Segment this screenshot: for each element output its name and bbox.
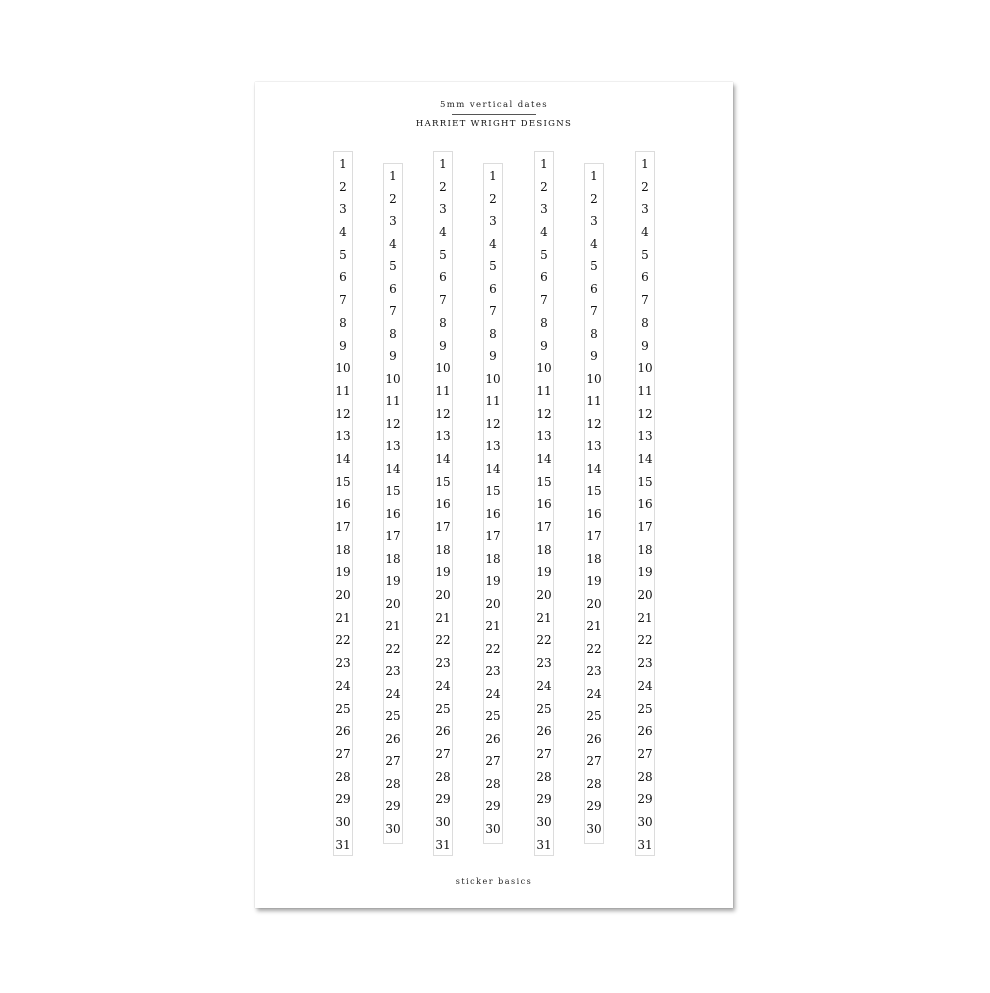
date-number: 30 xyxy=(586,821,602,836)
date-number: 1 xyxy=(540,157,548,171)
date-number: 24 xyxy=(637,678,653,693)
date-number: 19 xyxy=(385,574,401,588)
date-strip xyxy=(483,163,503,844)
brand-name: HARRIET WRIGHT DESIGNS xyxy=(415,119,573,129)
date-number: 5 xyxy=(489,259,497,273)
date-number: 28 xyxy=(637,769,653,784)
title-divider xyxy=(452,114,536,115)
date-number: 15 xyxy=(536,474,552,489)
date-number: 25 xyxy=(435,701,451,716)
date-number: 6 xyxy=(540,270,548,285)
date-number: 6 xyxy=(389,281,397,296)
date-number: 5 xyxy=(641,247,649,262)
date-number: 15 xyxy=(435,474,451,489)
date-number: 13 xyxy=(536,429,552,444)
date-number: 20 xyxy=(385,596,401,611)
date-number: 20 xyxy=(586,596,602,611)
date-number: 6 xyxy=(439,270,447,285)
date-number: 11 xyxy=(435,383,451,398)
date-number: 14 xyxy=(335,451,351,466)
date-number: 22 xyxy=(385,641,401,656)
date-number: 1 xyxy=(439,157,447,171)
date-number: 15 xyxy=(586,484,602,498)
date-number: 23 xyxy=(637,656,653,671)
date-number: 24 xyxy=(435,678,451,693)
date-number: 16 xyxy=(335,497,351,512)
date-number: 29 xyxy=(385,799,401,813)
date-number: 29 xyxy=(435,792,451,807)
date-number: 12 xyxy=(385,416,401,431)
date-number: 16 xyxy=(485,506,501,521)
date-number: 18 xyxy=(385,551,401,566)
date-number: 11 xyxy=(637,383,653,398)
date-number: 18 xyxy=(536,542,552,557)
date-strip xyxy=(534,151,554,856)
date-number: 26 xyxy=(637,724,653,739)
date-number: 2 xyxy=(641,179,649,194)
date-number: 28 xyxy=(485,776,501,791)
date-number: 7 xyxy=(389,304,397,318)
date-number: 6 xyxy=(339,270,347,285)
date-number: 1 xyxy=(590,169,598,183)
date-number: 15 xyxy=(485,484,501,498)
date-number: 13 xyxy=(637,429,653,444)
date-number: 4 xyxy=(641,225,649,240)
date-number: 14 xyxy=(385,461,401,476)
date-number: 17 xyxy=(586,529,602,543)
date-number: 17 xyxy=(637,520,653,534)
date-strip xyxy=(635,151,655,856)
date-number: 2 xyxy=(439,179,447,194)
date-number: 26 xyxy=(536,724,552,739)
date-number: 26 xyxy=(335,724,351,739)
date-number: 8 xyxy=(389,326,397,341)
date-number: 16 xyxy=(385,506,401,521)
date-number: 24 xyxy=(536,678,552,693)
date-number: 29 xyxy=(536,792,552,807)
date-number: 10 xyxy=(536,361,552,376)
date-number: 25 xyxy=(536,701,552,716)
date-number: 18 xyxy=(485,551,501,566)
date-number: 6 xyxy=(590,281,598,296)
date-number: 29 xyxy=(485,799,501,813)
date-number: 2 xyxy=(389,191,397,206)
date-number: 28 xyxy=(385,776,401,791)
date-number: 13 xyxy=(385,439,401,453)
date-number: 23 xyxy=(435,656,451,671)
date-number: 3 xyxy=(389,214,397,228)
date-number: 14 xyxy=(586,461,602,476)
date-number: 23 xyxy=(335,656,351,671)
date-number: 25 xyxy=(586,709,602,723)
date-number: 21 xyxy=(536,610,552,625)
date-number: 28 xyxy=(335,769,351,784)
date-number: 11 xyxy=(536,383,552,398)
date-number: 15 xyxy=(335,474,351,489)
date-number: 27 xyxy=(536,746,552,761)
date-number: 9 xyxy=(590,349,598,363)
sheet-subtitle: 5mm vertical dates xyxy=(439,100,549,110)
date-strip xyxy=(433,151,453,856)
date-number: 9 xyxy=(489,349,497,363)
date-number: 22 xyxy=(485,641,501,656)
date-number: 26 xyxy=(435,724,451,739)
date-number: 21 xyxy=(586,619,602,633)
date-number: 19 xyxy=(637,565,653,580)
date-number: 9 xyxy=(389,349,397,363)
date-number: 10 xyxy=(637,361,653,376)
date-number: 22 xyxy=(637,633,653,648)
date-number: 20 xyxy=(435,588,451,603)
date-number: 28 xyxy=(586,776,602,791)
date-number: 30 xyxy=(435,814,451,829)
date-number: 2 xyxy=(489,191,497,206)
date-number: 24 xyxy=(385,686,401,701)
date-number: 25 xyxy=(385,709,401,723)
date-number: 8 xyxy=(489,326,497,341)
date-number: 30 xyxy=(637,814,653,829)
date-number: 22 xyxy=(536,633,552,648)
date-number: 30 xyxy=(536,814,552,829)
date-number: 3 xyxy=(489,214,497,228)
date-number: 24 xyxy=(485,686,501,701)
date-number: 27 xyxy=(385,754,401,768)
date-number: 10 xyxy=(385,371,401,386)
date-number: 10 xyxy=(586,371,602,386)
date-number: 25 xyxy=(485,709,501,723)
date-number: 28 xyxy=(435,769,451,784)
date-number: 19 xyxy=(435,565,451,580)
date-number: 23 xyxy=(536,656,552,671)
date-number: 29 xyxy=(586,799,602,813)
date-number: 21 xyxy=(335,610,351,625)
date-number: 19 xyxy=(335,565,351,580)
date-number: 29 xyxy=(335,792,351,807)
date-number: 30 xyxy=(335,814,351,829)
date-number: 16 xyxy=(586,506,602,521)
date-number: 12 xyxy=(485,416,501,431)
date-number: 4 xyxy=(389,236,397,251)
date-number: 2 xyxy=(339,179,347,194)
date-number: 18 xyxy=(637,542,653,557)
date-number: 20 xyxy=(536,588,552,603)
date-number: 5 xyxy=(590,259,598,273)
date-number: 9 xyxy=(439,338,447,353)
date-number: 8 xyxy=(641,315,649,330)
date-number: 5 xyxy=(439,247,447,262)
date-number: 25 xyxy=(637,701,653,716)
date-number: 4 xyxy=(439,225,447,240)
date-number: 15 xyxy=(385,484,401,498)
date-number: 1 xyxy=(489,169,497,183)
date-number: 17 xyxy=(335,520,351,534)
date-number: 23 xyxy=(485,664,501,678)
date-number: 31 xyxy=(637,837,653,852)
date-number: 13 xyxy=(586,439,602,453)
date-number: 21 xyxy=(435,610,451,625)
date-number: 27 xyxy=(335,746,351,761)
date-number: 12 xyxy=(335,406,351,421)
date-strip xyxy=(584,163,604,844)
date-number: 29 xyxy=(637,792,653,807)
date-number: 1 xyxy=(641,157,649,171)
date-number: 19 xyxy=(485,574,501,588)
date-number: 14 xyxy=(637,451,653,466)
date-strip xyxy=(333,151,353,856)
date-number: 19 xyxy=(536,565,552,580)
date-number: 7 xyxy=(439,293,447,308)
date-number: 3 xyxy=(590,214,598,228)
date-number: 12 xyxy=(435,406,451,421)
date-number: 18 xyxy=(335,542,351,557)
date-number: 9 xyxy=(540,338,548,353)
date-number: 3 xyxy=(641,202,649,217)
date-number: 15 xyxy=(637,474,653,489)
date-number: 8 xyxy=(439,315,447,330)
date-number: 23 xyxy=(385,664,401,678)
date-number: 30 xyxy=(485,821,501,836)
date-number: 4 xyxy=(590,236,598,251)
date-number: 1 xyxy=(389,169,397,183)
date-number: 28 xyxy=(536,769,552,784)
date-number: 3 xyxy=(439,202,447,217)
date-number: 1 xyxy=(339,157,347,171)
date-number: 23 xyxy=(586,664,602,678)
date-number: 8 xyxy=(590,326,598,341)
date-number: 12 xyxy=(586,416,602,431)
date-number: 7 xyxy=(339,293,347,308)
date-number: 10 xyxy=(435,361,451,376)
date-number: 10 xyxy=(335,361,351,376)
date-number: 20 xyxy=(335,588,351,603)
date-number: 17 xyxy=(385,529,401,543)
date-number: 16 xyxy=(637,497,653,512)
date-number: 18 xyxy=(435,542,451,557)
date-number: 10 xyxy=(485,371,501,386)
date-number: 6 xyxy=(641,270,649,285)
date-number: 7 xyxy=(540,293,548,308)
date-number: 21 xyxy=(385,619,401,633)
date-number: 3 xyxy=(540,202,548,217)
date-number: 24 xyxy=(335,678,351,693)
date-number: 24 xyxy=(586,686,602,701)
date-number: 11 xyxy=(335,383,351,398)
date-number: 12 xyxy=(637,406,653,421)
date-number: 16 xyxy=(435,497,451,512)
date-number: 17 xyxy=(485,529,501,543)
date-number: 6 xyxy=(489,281,497,296)
date-number: 22 xyxy=(435,633,451,648)
date-number: 27 xyxy=(485,754,501,768)
date-number: 7 xyxy=(489,304,497,318)
date-number: 25 xyxy=(335,701,351,716)
date-number: 14 xyxy=(435,451,451,466)
date-number: 19 xyxy=(586,574,602,588)
date-number: 20 xyxy=(637,588,653,603)
date-number: 9 xyxy=(641,338,649,353)
date-number: 17 xyxy=(536,520,552,534)
date-number: 21 xyxy=(485,619,501,633)
sheet-footer: sticker basics xyxy=(455,877,533,886)
date-number: 31 xyxy=(536,837,552,852)
date-number: 3 xyxy=(339,202,347,217)
date-number: 13 xyxy=(435,429,451,444)
date-number: 4 xyxy=(489,236,497,251)
date-number: 20 xyxy=(485,596,501,611)
date-number: 16 xyxy=(536,497,552,512)
date-number: 26 xyxy=(385,731,401,746)
date-number: 22 xyxy=(335,633,351,648)
sticker-sheet xyxy=(255,82,733,908)
date-number: 27 xyxy=(435,746,451,761)
date-strip xyxy=(383,163,403,844)
date-number: 31 xyxy=(435,837,451,852)
date-number: 31 xyxy=(335,837,351,852)
date-number: 30 xyxy=(385,821,401,836)
date-number: 5 xyxy=(540,247,548,262)
date-number: 4 xyxy=(339,225,347,240)
date-number: 13 xyxy=(485,439,501,453)
date-number: 27 xyxy=(586,754,602,768)
date-number: 26 xyxy=(586,731,602,746)
date-number: 26 xyxy=(485,731,501,746)
date-number: 7 xyxy=(590,304,598,318)
date-number: 21 xyxy=(637,610,653,625)
date-number: 18 xyxy=(586,551,602,566)
date-number: 13 xyxy=(335,429,351,444)
date-number: 27 xyxy=(637,746,653,761)
date-number: 17 xyxy=(435,520,451,534)
date-number: 11 xyxy=(385,394,401,408)
date-number: 11 xyxy=(586,394,602,408)
date-number: 8 xyxy=(339,315,347,330)
date-number: 14 xyxy=(485,461,501,476)
date-number: 2 xyxy=(590,191,598,206)
date-number: 5 xyxy=(389,259,397,273)
date-number: 9 xyxy=(339,338,347,353)
date-number: 11 xyxy=(485,394,501,408)
date-number: 2 xyxy=(540,179,548,194)
date-number: 7 xyxy=(641,293,649,308)
date-number: 4 xyxy=(540,225,548,240)
date-number: 5 xyxy=(339,247,347,262)
date-number: 14 xyxy=(536,451,552,466)
date-number: 22 xyxy=(586,641,602,656)
date-number: 8 xyxy=(540,315,548,330)
date-number: 12 xyxy=(536,406,552,421)
